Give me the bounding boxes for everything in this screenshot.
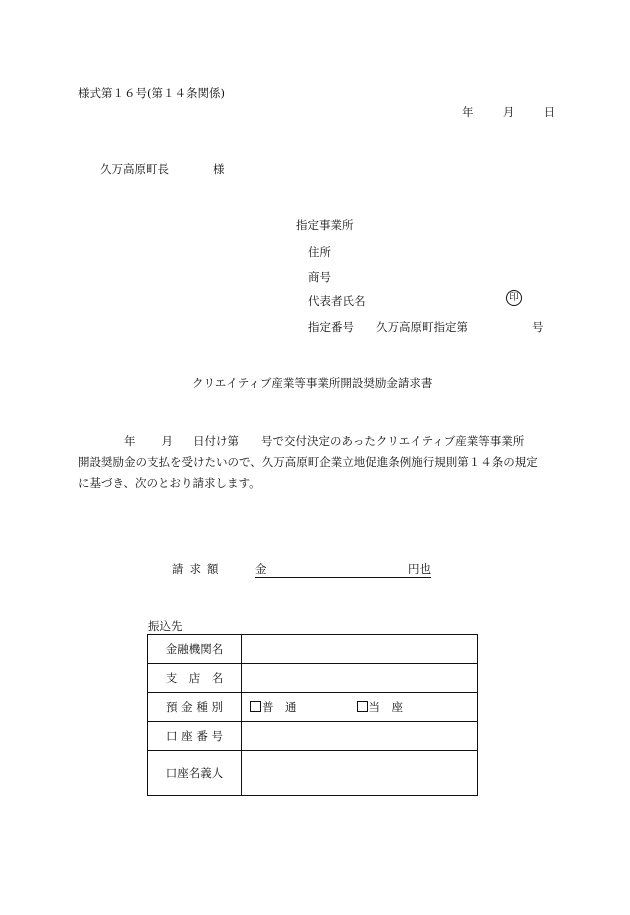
designation-label: 指定番号: [308, 320, 354, 334]
bank-name-label: 金融機関名: [148, 635, 242, 664]
designation-suffix: 号: [532, 320, 544, 334]
seal-mark: 印: [506, 290, 522, 306]
amount-prefix: 金: [255, 562, 267, 576]
table-row: [148, 751, 478, 796]
trade-name-label: 商号: [308, 270, 331, 284]
bank-table: [147, 634, 478, 796]
body-year: 年: [124, 434, 136, 448]
account-type-field: [242, 693, 478, 722]
address-label: 住所: [308, 245, 331, 259]
table-row: [148, 693, 478, 722]
table-row: [148, 664, 478, 693]
body-month: 月: [161, 434, 173, 448]
table-row: [148, 635, 478, 664]
account-type-label: 預 金 種 別: [148, 693, 242, 722]
form-number: 様式第１６号(第１４条関係): [78, 86, 225, 100]
current-checkbox[interactable]: [357, 701, 368, 712]
document-title: クリエイティブ産業等事業所開設奨励金請求書: [192, 376, 433, 390]
account-number-label: 口 座 番 号: [148, 722, 242, 751]
account-holder-field[interactable]: [242, 751, 478, 796]
branch-name-field[interactable]: [242, 664, 478, 693]
designation-prefix: 久万高原町指定第: [376, 320, 468, 334]
request-body: [78, 431, 548, 494]
body-line-2: 開設奨励金の支払を受けたいので、久万高原町企業立地促進条例施行規則第１４条の規定: [78, 455, 538, 469]
amount-suffix: 円也: [408, 562, 431, 576]
branch-name-label: 支 店 名: [148, 664, 242, 693]
body-rest: 号で交付決定のあったクリエイティブ産業等事業所: [261, 434, 525, 448]
body-day-no: 日付け第: [193, 434, 239, 448]
addressee-honorific: 様: [213, 162, 225, 176]
designation-line: [308, 319, 544, 335]
amount-field[interactable]: [255, 561, 431, 578]
applicant-heading: 指定事業所: [296, 218, 354, 232]
account-number-field[interactable]: [242, 722, 478, 751]
ordinary-option-label: 普 通: [262, 700, 297, 714]
addressee: [100, 161, 225, 177]
table-row: [148, 722, 478, 751]
current-option-label: 当 座: [368, 700, 403, 714]
representative-label: 代表者氏名: [308, 294, 366, 308]
amount-label: 請求額: [172, 562, 225, 576]
date-day: 日: [543, 105, 556, 119]
bank-name-field[interactable]: [242, 635, 478, 664]
date-year: 年: [462, 105, 474, 119]
account-holder-label: 口座名義人: [148, 751, 242, 796]
body-line-1: [78, 431, 548, 452]
date-line: [462, 104, 555, 120]
date-month: 月: [502, 105, 515, 119]
body-line-3: に基づき、次のとおり請求します。: [78, 476, 261, 490]
ordinary-checkbox[interactable]: [250, 701, 261, 712]
addressee-name: 久万高原町長: [100, 162, 169, 176]
bank-caption: 振込先: [148, 619, 183, 633]
